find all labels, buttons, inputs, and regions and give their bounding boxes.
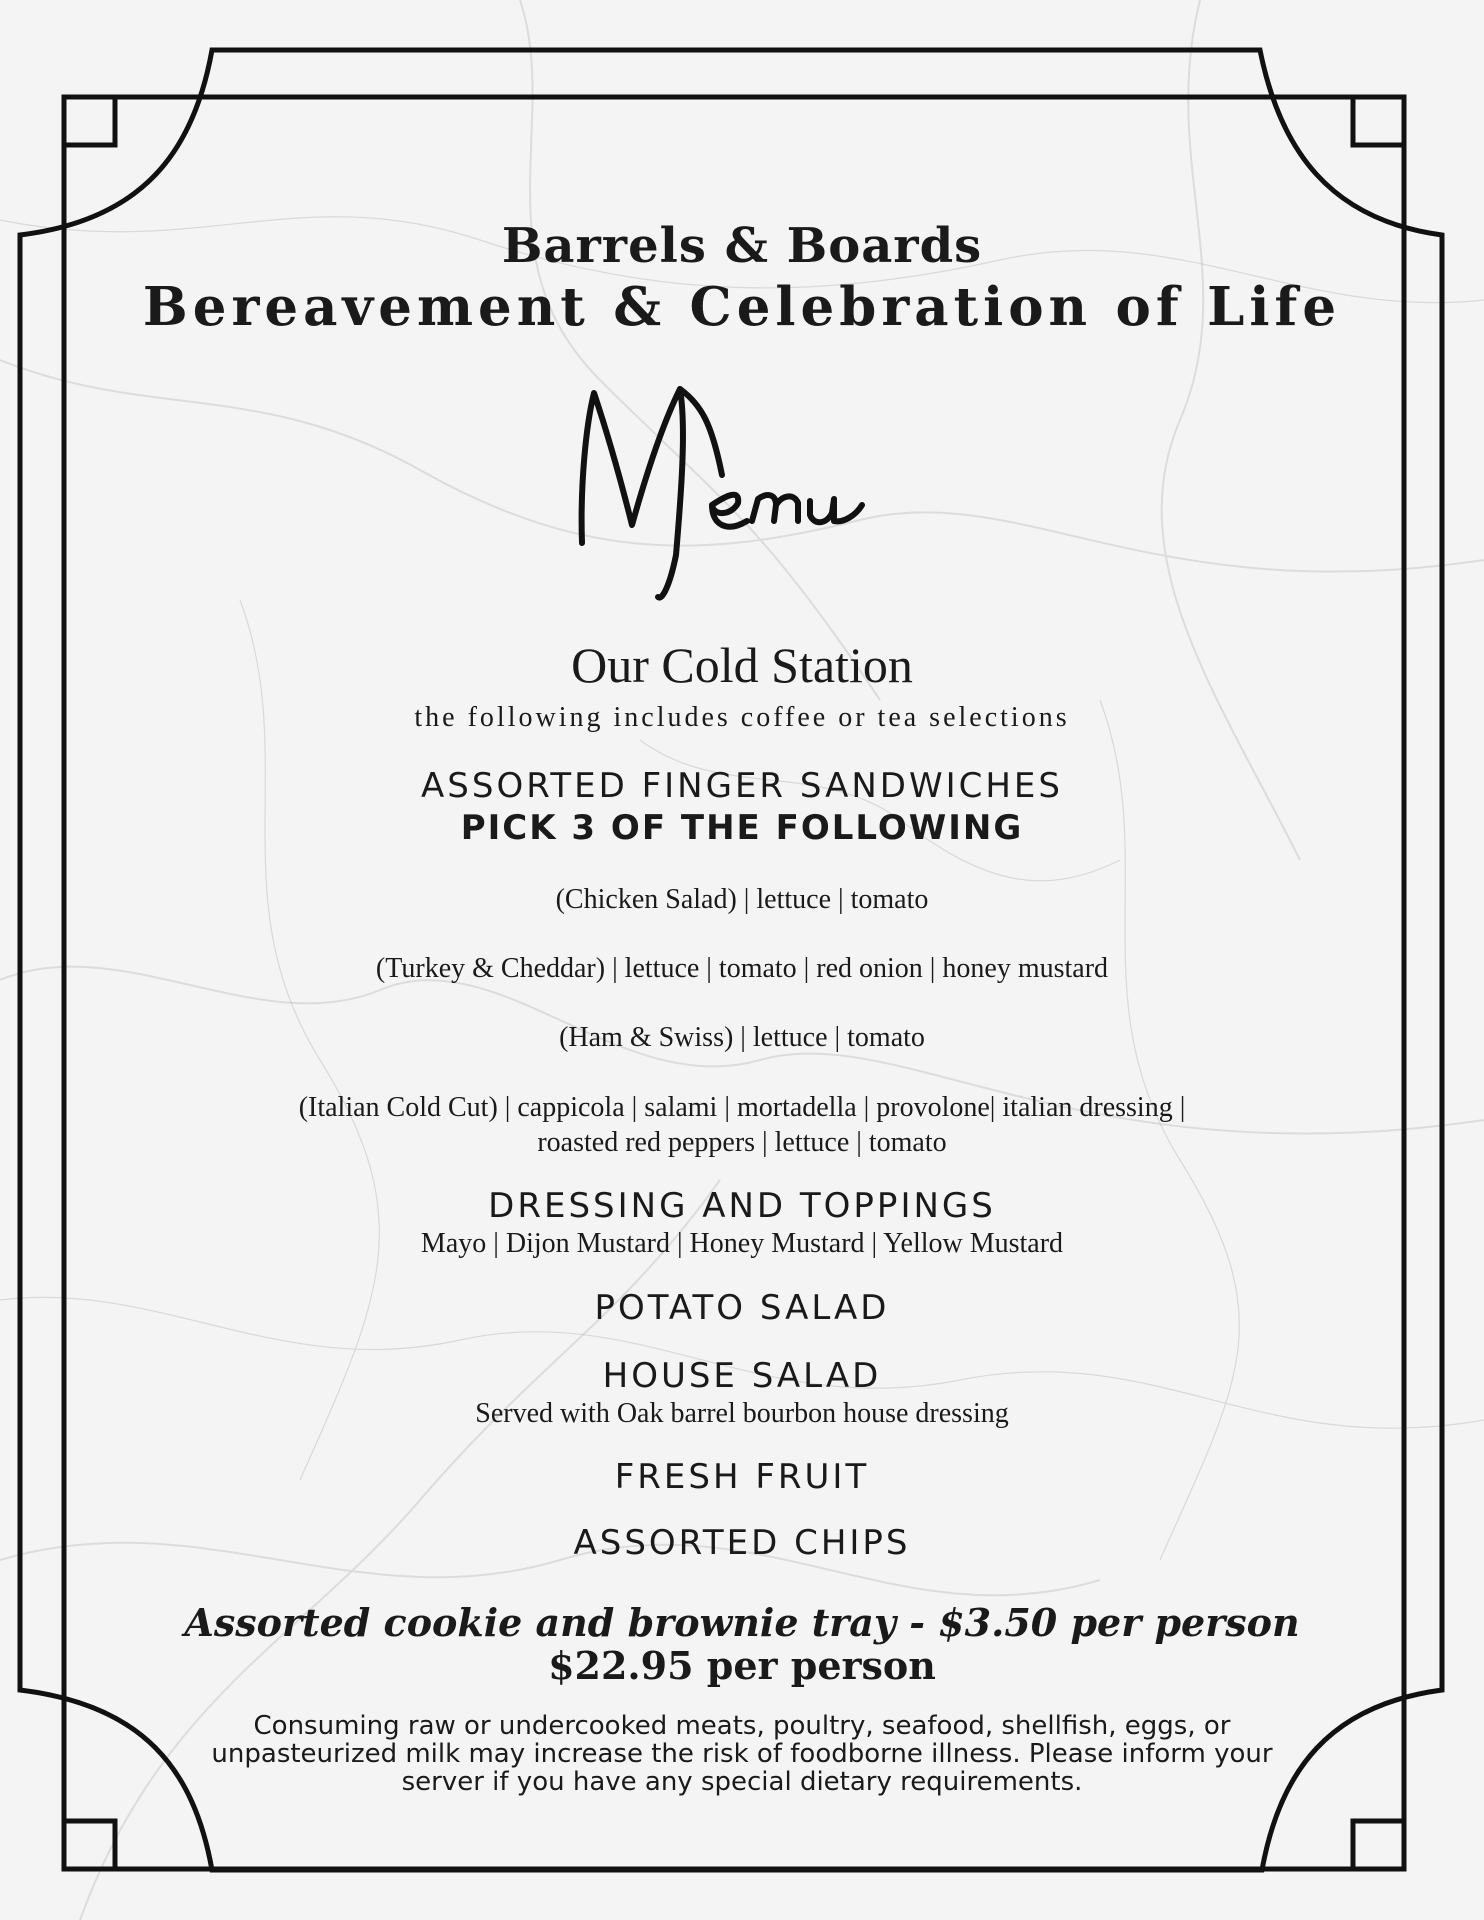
cold-station-title: Our Cold Station <box>571 637 913 693</box>
food-safety-notice <box>170 1712 1314 1796</box>
sandwich-item: (Ham & Swiss) | lettuce | tomato <box>559 1022 925 1053</box>
house-salad-description: Served with Oak barrel bourbon house dressing <box>475 1398 1009 1429</box>
notice-line: Consuming raw or undercooked meats, poultry, seafood, shellfish, eggs, or <box>253 1711 1231 1741</box>
house-salad: HOUSE SALAD <box>602 1356 882 1396</box>
dressing-items: Mayo | Dijon Mustard | Honey Mustard | Yellow Mustard <box>420 1228 1064 1259</box>
sandwich-item: (Chicken Salad) | lettuce | tomato <box>555 884 929 915</box>
sandwich-item: (Italian Cold Cut) | cappicola | salami | mortadella | provolone| italian dressing | <box>298 1092 1186 1123</box>
notice-line: unpasteurized milk may increase the risk of foodborne illness. Please inform your <box>211 1739 1273 1769</box>
sandwiches-heading: ASSORTED FINGER SANDWICHES <box>421 766 1063 806</box>
event-title: Bereavement & Celebration of Life <box>142 276 1342 338</box>
svg-text:Menu: Menu <box>562 365 565 366</box>
sandwiches-instruction: PICK 3 OF THE FOLLOWING <box>460 808 1024 848</box>
sandwich-item-continued: roasted red peppers | lettuce | tomato <box>537 1127 947 1158</box>
notice-line: server if you have any special dietary requirements. <box>401 1767 1083 1797</box>
fresh-fruit: FRESH FRUIT <box>614 1457 870 1497</box>
brand-name: Barrels & Boards <box>501 218 983 274</box>
cold-station-subtitle: the following includes coffee or tea selections <box>414 702 1070 733</box>
menu-script-title <box>0 365 1484 605</box>
potato-salad: POTATO SALAD <box>594 1288 890 1328</box>
sandwich-item: (Turkey & Cheddar) | lettuce | tomato | red onion | honey mustard <box>375 953 1109 984</box>
dessert-addon: Assorted cookie and brownie tray - $3.50 per person <box>184 1600 1300 1645</box>
price-per-person: $22.95 per person <box>548 1643 936 1688</box>
assorted-chips: ASSORTED CHIPS <box>573 1523 911 1563</box>
dressing-heading: DRESSING AND TOPPINGS <box>488 1186 996 1226</box>
